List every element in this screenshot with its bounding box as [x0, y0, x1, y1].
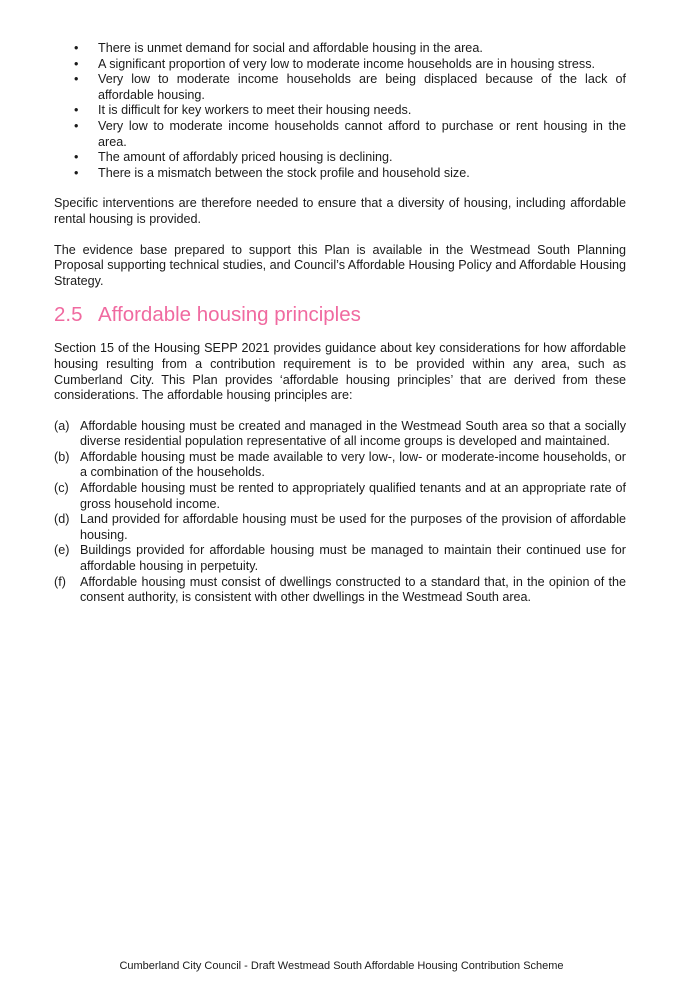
principle-marker: (d)	[54, 512, 70, 527]
document-body	[54, 41, 626, 606]
bullet-item	[54, 166, 626, 182]
principles-list	[54, 419, 626, 606]
bullet-symbol: •	[74, 56, 79, 71]
page-footer: Cumberland City Council - Draft Westmead South Affordable Housing Contribution Scheme	[119, 960, 564, 972]
principle-item	[54, 419, 626, 450]
bullet-symbol: •	[74, 72, 79, 87]
bullet-text: A significant proportion of very low to moderate income households are in housing stress.	[98, 56, 596, 71]
paragraph-interventions: Specific interventions are therefore needed to ensure that a diversity of housing, including affordable rental housing is provided.	[54, 196, 626, 226]
principle-text: Land provided for affordable housing must be used for the purposes of the provision of affordable housing.	[80, 512, 626, 542]
bullet-item	[54, 150, 626, 166]
bullet-text: The amount of affordably priced housing is declining.	[98, 150, 393, 165]
principle-marker: (b)	[54, 449, 70, 464]
paragraph-evidence-base: The evidence base prepared to support this Plan is available in the Westmead South Planning Proposal supporting technical studies, and Council’s Affordable Housing Policy and Affordable Housing Strategy.	[54, 242, 626, 288]
bullet-symbol: •	[74, 41, 79, 55]
principle-marker: (f)	[54, 574, 66, 589]
bullet-item	[54, 72, 626, 103]
bullet-text: It is difficult for key workers to meet their housing needs.	[98, 103, 412, 118]
section-title: Affordable housing principles	[98, 303, 361, 327]
principle-text: Affordable housing must consist of dwellings constructed to a standard that, in the opinion of the consent authority, is consistent with other dwellings in the Westmead South area.	[80, 574, 626, 605]
principle-item	[54, 543, 626, 574]
bullet-text: Very low to moderate income households cannot afford to purchase or rent housing in the area.	[98, 118, 626, 149]
bullet-text: Very low to moderate income households are being displaced because of the lack of affordable housing.	[98, 72, 626, 102]
section-heading	[54, 302, 626, 328]
principle-text: Buildings provided for affordable housing must be managed to maintain their continued use for affordable housing in perpetuity.	[80, 543, 626, 574]
principle-marker: (e)	[54, 543, 70, 558]
bullet-item	[54, 103, 626, 119]
bullet-item	[54, 41, 626, 57]
bullet-symbol: •	[74, 118, 79, 133]
principle-item	[54, 450, 626, 481]
bullet-symbol: •	[74, 150, 79, 165]
paragraph-section-15: Section 15 of the Housing SEPP 2021 provides guidance about key considerations for how affordable housing resulting from a contribution requirement is to be provided within any area, such as Cumberland City. This Plan provides ‘affordable housing principles’ that are derived from these considerations. The affordable housing principles are:	[54, 341, 626, 403]
bullet-symbol: •	[74, 103, 79, 118]
bullet-text: There is a mismatch between the stock profile and household size.	[98, 165, 470, 180]
bullet-item	[54, 57, 626, 73]
section-number: 2.5	[54, 303, 83, 327]
principle-item	[54, 575, 626, 606]
principle-marker: (c)	[54, 481, 69, 496]
bullet-symbol: •	[74, 165, 79, 180]
principle-text: Affordable housing must be rented to appropriately qualified tenants and at an appropriate rate of gross household income.	[80, 481, 626, 511]
issues-bullet-list	[54, 41, 626, 181]
principle-marker: (a)	[54, 418, 70, 433]
bullet-text: There is unmet demand for social and affordable housing in the area.	[98, 41, 483, 55]
bullet-item	[54, 119, 626, 150]
principle-item	[54, 512, 626, 543]
principle-text: Affordable housing must be made available to very low-, low- or moderate-income households, or a combination of the households.	[80, 449, 626, 480]
principle-item	[54, 481, 626, 512]
principle-text: Affordable housing must be created and managed in the Westmead South area so that a socially diverse residential population representative of all income groups is developed and maintained.	[80, 418, 626, 449]
